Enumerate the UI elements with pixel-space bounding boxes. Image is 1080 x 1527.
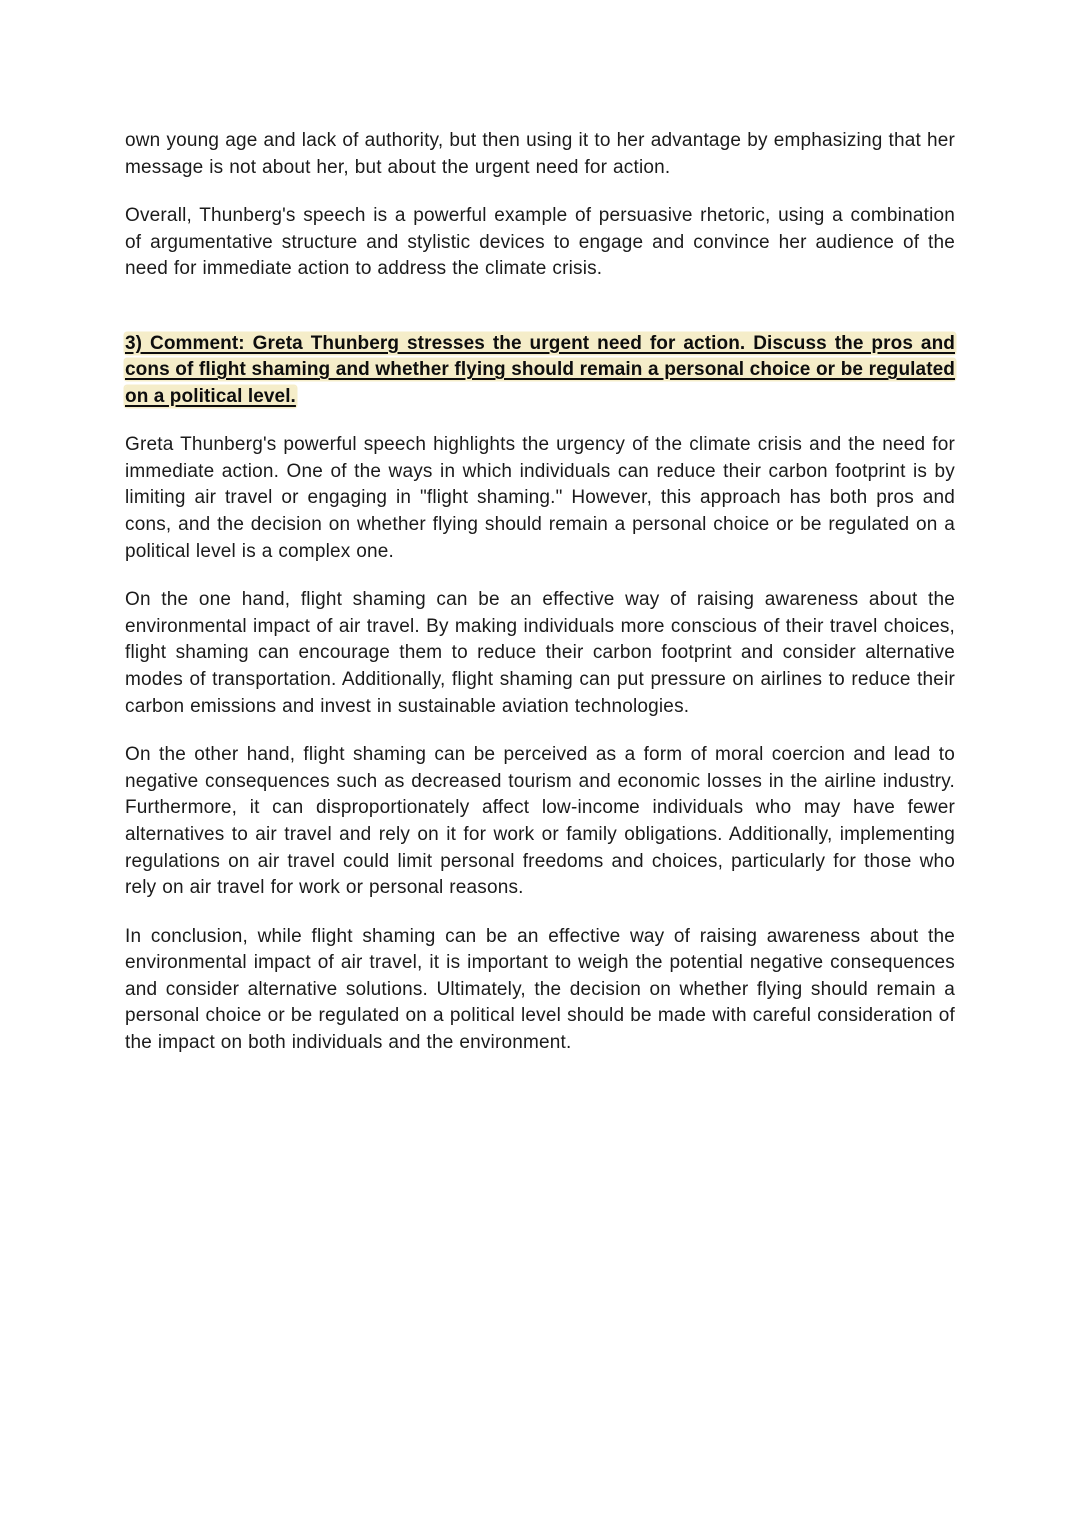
paragraph-overall-summary: Overall, Thunberg's speech is a powerful example of persuasive rhetoric, using a combination of argumentative structure and stylistic devices to engage and convince her audience of the need for immediate action to address the climate crisis. (125, 205, 955, 280)
paragraph-conclusion: In conclusion, while flight shaming can be an effective way of raising awareness about the environmental impact of air travel, it is important to weigh the potential negative consequences and consider alternative solutions. Ultimately, the decision on whether flying should remain a personal choice or be regulated on a political level should be made with careful consideration of the impact on both individuals and the environment. (125, 925, 955, 1054)
heading-highlight: 3) Comment: Greta Thunberg stresses the urgent need for action. Discuss the pros and cons of flight shaming and whether flying should remain a personal choice or be regulated on a political level. (125, 332, 955, 407)
heading-text-line (125, 331, 955, 410)
heading-spacer (125, 305, 955, 331)
paragraph-continuation: own young age and lack of authority, but then using it to her advantage by emphasizing that her message is not about her, but about the urgent need for action. (125, 130, 955, 178)
paragraph-cons: On the other hand, flight shaming can be perceived as a form of moral coercion and lead to negative consequences such as decreased tourism and economic losses in the airline industry. Furthermore, it can disproportionately affect low-income individuals who may have fewer alternatives to air travel and rely on it for work or family obligations. Additionally, implementing regulations on air travel could limit personal freedoms and choices, particularly for those who rely on air travel for work or personal reasons. (125, 744, 955, 899)
paragraph-pros: On the one hand, flight shaming can be an effective way of raising awareness about the environmental impact of air travel. By making individuals more conscious of their travel choices, flight shaming can encourage them to reduce their carbon footprint and consider alternative modes of transportation. Additionally, flight shaming can put pressure on airlines to reduce their carbon emissions and invest in sustainable aviation technologies. (125, 589, 955, 717)
document-text-column (125, 128, 955, 1057)
highlighted-question-heading (125, 331, 955, 410)
paragraph-intro-answer: Greta Thunberg's powerful speech highlights the urgency of the climate crisis and the need for immediate action. One of the ways in which individuals can reduce their carbon footprint is by limiting air travel or engaging in "flight shaming." However, this approach has both pros and cons, and the decision on whether flying should remain a personal choice or be regulated on a political level is a complex one. (125, 434, 955, 562)
